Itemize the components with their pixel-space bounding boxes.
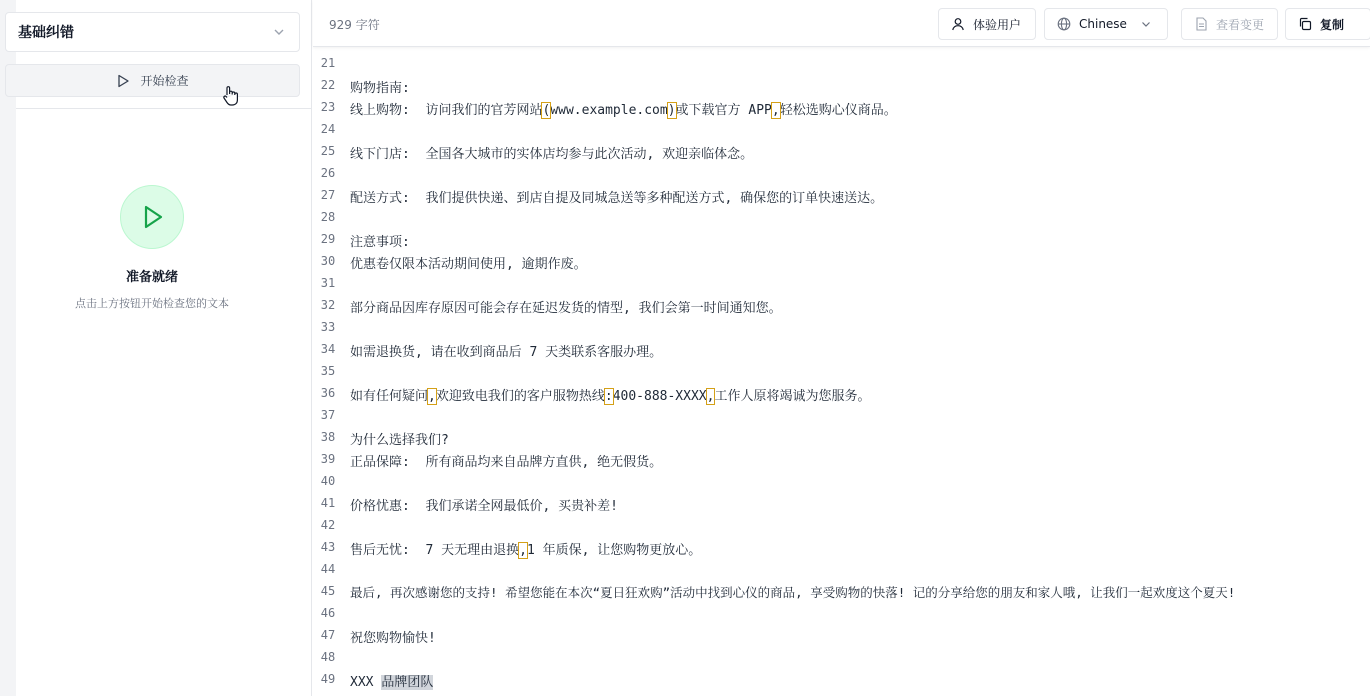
editor-line [313, 646, 1370, 668]
chevron-down-icon [1141, 19, 1151, 29]
line-number: 46 [320, 606, 336, 620]
line-text: 最后, 再次感谢您的支持! 希望您能在本次“夏日狂欢购”活动中找到心仪的商品, 享受购物的快落! 记的分享给您的朋友和家人哦, 让我们一起欢度这个夏天! [350, 585, 1236, 600]
line-number: 44 [320, 562, 336, 576]
error-marker[interactable]: ( [542, 103, 551, 118]
line-text: 线下门店: 全国各大城市的实体店均参与此次活动, 欢迎亲临体念。 [350, 147, 754, 162]
editor-line [313, 52, 1370, 74]
line-number: 36 [320, 386, 336, 400]
editor-line [313, 404, 1370, 426]
editor-line [313, 316, 1370, 338]
language-label: Chinese [1079, 17, 1127, 31]
editor-line [313, 668, 1370, 690]
user-button[interactable] [938, 8, 1036, 40]
line-text [350, 99, 897, 118]
line-number: 38 [320, 430, 336, 444]
line-text [350, 671, 433, 690]
hand-pointer-icon [222, 85, 240, 107]
line-number: 34 [320, 342, 336, 356]
line-number: 29 [320, 232, 336, 246]
line-text: 配送方式: 我们提供快递、到店自提及同城急送等多种配送方式, 确保您的订单快速送达。 [350, 191, 884, 206]
error-marker[interactable]: ) [667, 103, 676, 118]
editor-line [313, 514, 1370, 536]
text-segment: 售后无忧: 7 天无理由退换 [350, 543, 520, 558]
view-changes-button[interactable] [1181, 8, 1278, 40]
error-marker[interactable]: , [428, 389, 436, 404]
line-text: 购物指南: [350, 81, 410, 96]
mode-select-label: 基础纠错 [18, 25, 74, 41]
line-number: 28 [320, 210, 336, 224]
line-number: 45 [320, 584, 336, 598]
editor-line [313, 360, 1370, 382]
line-text: 注意事项: [350, 235, 410, 250]
line-number: 49 [320, 672, 336, 686]
sidebar-edge-strip [0, 0, 16, 696]
sidebar-divider [16, 108, 311, 109]
error-marker[interactable]: , [706, 389, 715, 404]
copy-icon [1298, 17, 1312, 31]
editor-line [313, 206, 1370, 228]
line-number: 41 [320, 496, 336, 510]
text-segment: 工作人原将竭诚为您服务。 [714, 389, 871, 404]
line-number: 43 [320, 540, 336, 554]
text-segment: 400-888-XXXX [612, 389, 707, 404]
editor-line [313, 382, 1370, 404]
line-number: 37 [320, 408, 336, 422]
editor-line [313, 74, 1370, 96]
text-segment: 轻松选购心仪商品。 [779, 103, 897, 118]
line-number: 42 [320, 518, 336, 532]
ready-hint: 点击上方按钮开始检查您的文本 [75, 297, 229, 310]
line-text: 价格忧惠: 我们承诺全网最低价, 买贵补差! [350, 499, 618, 514]
editor-line [313, 602, 1370, 624]
editor-toolbar [313, 0, 1370, 47]
line-number: 27 [320, 188, 336, 202]
line-number: 33 [320, 320, 336, 334]
play-icon [116, 74, 130, 88]
line-number: 48 [320, 650, 336, 664]
editor-line [313, 96, 1370, 118]
line-number: 31 [320, 276, 336, 290]
editor-line [313, 162, 1370, 184]
error-marker[interactable]: , [771, 103, 780, 118]
line-text: 为什么选择我们? [350, 433, 449, 448]
line-number: 22 [320, 78, 336, 92]
editor-line [313, 580, 1370, 602]
line-number: 47 [320, 628, 336, 642]
editor-line [313, 492, 1370, 514]
user-label: 体验用户 [973, 17, 1022, 32]
editor-line [313, 536, 1370, 558]
editor-line [313, 272, 1370, 294]
line-number: 39 [320, 452, 336, 466]
editor-line [313, 448, 1370, 470]
editor-line [313, 338, 1370, 360]
sidebar [0, 0, 312, 696]
text-segment: 或下载官方 APP [675, 103, 772, 118]
line-number: 35 [320, 364, 336, 378]
line-number: 40 [320, 474, 336, 488]
line-text [350, 385, 870, 404]
editor-line [313, 426, 1370, 448]
editor-line [313, 228, 1370, 250]
text-segment: www.example.com [550, 103, 668, 118]
editor-line [313, 250, 1370, 272]
line-text: 部分商品因库存原因可能会存在延迟发货的情型, 我们会第一时间通知您。 [350, 301, 782, 316]
editor-line [313, 118, 1370, 140]
view-changes-label: 查看变更 [1216, 17, 1265, 32]
line-text: 优惠卷仅限本活动期间使用, 逾期作废。 [350, 257, 587, 272]
globe-icon [1057, 17, 1071, 31]
start-check-button[interactable] [5, 64, 300, 97]
document-icon [1194, 17, 1208, 31]
line-text [350, 539, 701, 558]
copy-button[interactable] [1285, 8, 1370, 40]
line-number: 23 [320, 100, 336, 114]
copy-label: 复制 [1320, 17, 1345, 32]
text-segment: 欢迎致电我们的客户服物热线 [435, 389, 605, 404]
editor-line [313, 624, 1370, 646]
selected-text[interactable]: 品牌团队 [381, 675, 434, 690]
line-number: 21 [320, 56, 336, 70]
line-number: 24 [320, 122, 336, 136]
line-text: 正品保障: 所有商品均来自品牌方直供, 绝无假货。 [350, 455, 663, 470]
error-marker[interactable]: , [519, 543, 527, 558]
play-icon [139, 204, 165, 230]
line-number: 25 [320, 144, 336, 158]
error-marker[interactable]: : [604, 389, 613, 404]
text-segment: 线上购物: 访问我们的官芳网站 [350, 103, 543, 118]
line-number: 30 [320, 254, 336, 268]
editor-line [313, 184, 1370, 206]
character-count: 929 字符 [329, 18, 380, 32]
language-select[interactable] [1044, 8, 1168, 40]
mode-select[interactable] [5, 12, 300, 52]
ready-indicator [120, 185, 184, 249]
editor-line [313, 294, 1370, 316]
line-text: 祝您购物愉快! [350, 631, 436, 646]
line-text: 如需退换货, 请在收到商品后 7 天类联系客服办理。 [350, 345, 663, 360]
ready-title: 准备就绪 [125, 270, 178, 285]
editor-line [313, 558, 1370, 580]
chevron-down-icon [273, 26, 285, 38]
start-check-label: 开始检查 [140, 74, 189, 88]
text-segment: 1 年质保, 让您购物更放心。 [526, 543, 702, 558]
text-segment: XXX [350, 675, 382, 690]
editor-line [313, 140, 1370, 162]
line-number: 26 [320, 166, 336, 180]
line-number: 32 [320, 298, 336, 312]
text-editor[interactable] [313, 48, 1370, 696]
text-segment: 如有任何疑问 [350, 389, 429, 404]
user-icon [951, 17, 965, 31]
editor-line [313, 470, 1370, 492]
